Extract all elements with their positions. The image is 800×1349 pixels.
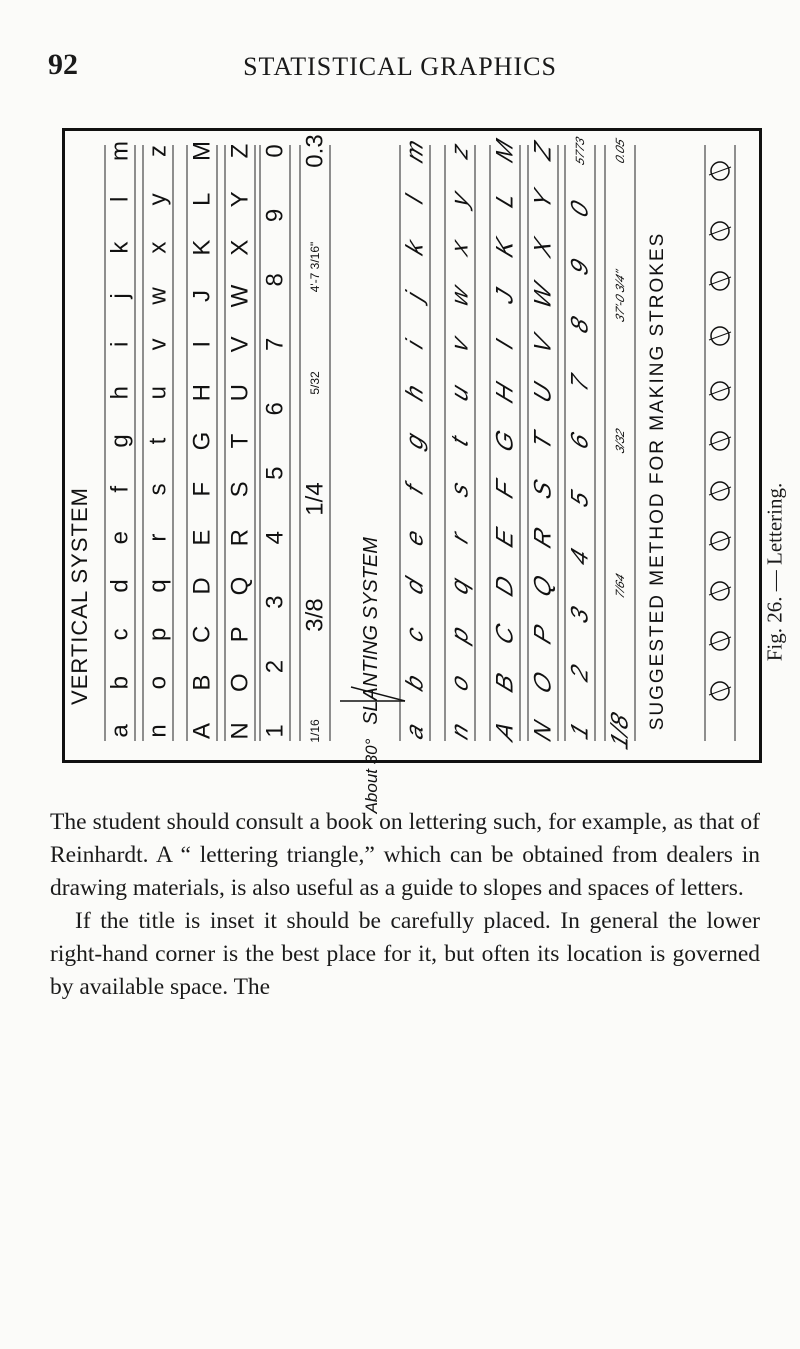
slanting-glyph: g <box>401 428 429 454</box>
vertical-glyph: D <box>188 577 216 595</box>
vertical-glyph: d <box>106 579 134 593</box>
vertical-glyph: N <box>226 722 254 740</box>
slanting-glyph: J <box>491 284 519 308</box>
slanting-glyph: 2 <box>566 660 594 686</box>
slanting-glyph: z <box>446 139 474 163</box>
vertical-glyph: J <box>188 290 216 302</box>
paragraph: The student should consult a book on lettering such, for example, as that of Reinhardt. A “ lettering triangle,” which can be obtained from dealers in drawing materials, is also useful as a guide to slopes and spaces of letters. <box>50 809 760 901</box>
slanting-glyph: s <box>446 477 474 501</box>
slanting-glyph: P <box>529 620 557 648</box>
vertical-glyph: y <box>144 193 172 206</box>
slanting-glyph: 3 <box>566 602 594 628</box>
paragraph: If the title is inset it should be carefully placed. In general the lower right-hand corner is the best place for it, but often its location is governed by available space. The <box>50 908 760 1000</box>
vertical-glyph: F <box>188 481 216 497</box>
vertical-glyph: g <box>106 434 134 448</box>
stroke-arrow-icon <box>709 587 731 595</box>
slanting-glyph: F <box>491 476 519 503</box>
vertical-glyph: 3 <box>261 595 289 609</box>
vertical-glyph: E <box>188 529 216 546</box>
body-text <box>50 806 760 1004</box>
vertical-glyph: B <box>188 674 216 691</box>
vertical-glyph: v <box>144 338 172 351</box>
vertical-glyph: h <box>106 385 134 400</box>
figure-caption-text: Fig. 26. — Lettering. <box>762 482 787 662</box>
slanting-glyph: c <box>401 622 429 646</box>
slanting-glyph: a <box>401 718 429 744</box>
slanting-system-title: SLANTING SYSTEM <box>360 537 382 725</box>
vertical-glyph: G <box>188 431 216 451</box>
vertical-glyph: l <box>106 196 134 203</box>
vertical-glyph: H <box>188 383 216 402</box>
slanting-glyph: 6 <box>566 428 594 454</box>
slanting-glyph: I <box>491 335 519 354</box>
stroke-arrow-icon <box>709 687 731 695</box>
slanting-glyph: 1 <box>566 718 594 744</box>
slanting-glyph: O <box>529 667 557 698</box>
vertical-glyph: b <box>106 675 134 690</box>
vertical-glyph: 3/8 <box>301 598 329 632</box>
stroke-arrow-icon <box>709 537 731 545</box>
stroke-arrow-icon <box>709 637 731 645</box>
vertical-glyph: 9 <box>261 208 289 223</box>
slanting-glyph: p <box>446 622 474 647</box>
vertical-glyph: s <box>144 483 172 496</box>
vertical-glyph: K <box>188 239 216 256</box>
slanting-glyph: Z <box>529 138 557 164</box>
slanting-glyph: f <box>401 480 429 499</box>
slanting-glyph: j <box>401 287 429 305</box>
vertical-glyph: i <box>106 341 134 348</box>
slanting-glyph: G <box>491 426 519 456</box>
vertical-glyph: M <box>188 141 216 161</box>
slanting-glyph: b <box>401 670 429 695</box>
page-header <box>40 48 760 88</box>
vertical-glyph: A <box>188 722 216 740</box>
vertical-glyph: X <box>226 239 254 256</box>
vertical-glyph: 8 <box>261 273 289 287</box>
vertical-glyph: 4'-7 3/16" <box>308 241 322 293</box>
vertical-glyph: T <box>226 433 254 449</box>
slanting-glyph: S <box>529 475 557 503</box>
slanting-glyph: 5 <box>566 486 594 512</box>
vertical-glyph: 0.3 <box>301 134 329 168</box>
vertical-glyph: Z <box>226 143 254 159</box>
stroke-method-title: SUGGESTED METHOD FOR MAKING STROKES <box>647 231 668 731</box>
slanting-glyph: 0 <box>566 196 594 222</box>
slanting-glyph: V <box>529 330 557 358</box>
vertical-glyph: 0 <box>261 144 289 158</box>
vertical-glyph: V <box>226 336 254 353</box>
page-number: 92 <box>48 48 78 81</box>
slanting-glyph: v <box>446 332 474 356</box>
vertical-glyph: 5/32 <box>308 371 322 395</box>
slanting-glyph: 1/8 <box>606 708 634 754</box>
vertical-glyph: u <box>144 385 172 400</box>
slanting-glyph: M <box>491 135 519 167</box>
slanting-glyph: t <box>446 432 474 450</box>
vertical-glyph: 5 <box>261 466 289 480</box>
running-head: STATISTICAL GRAPHICS <box>243 52 557 81</box>
stroke-arrow-icon <box>709 332 731 340</box>
stroke-arrow-icon <box>709 387 731 395</box>
slanting-glyph: o <box>446 670 474 695</box>
vertical-glyph: w <box>144 287 172 305</box>
slanting-glyph: 8 <box>566 312 594 338</box>
lettering-plate-svg <box>65 131 759 814</box>
vertical-glyph: U <box>226 383 254 402</box>
slanting-glyph: B <box>491 669 519 697</box>
vertical-glyph: L <box>188 192 216 207</box>
slanting-glyph: 37'-0 3/4" <box>613 268 627 324</box>
lettering-plate <box>62 128 762 814</box>
stroke-arrow-icon <box>709 487 731 495</box>
slanting-glyph: m <box>401 135 429 167</box>
slanting-glyph: H <box>491 378 519 407</box>
slanting-glyph: n <box>446 718 474 744</box>
vertical-glyph: o <box>144 675 172 690</box>
slanting-glyph: i <box>401 336 429 353</box>
vertical-glyph: a <box>106 724 134 738</box>
slanting-glyph: r <box>446 528 474 548</box>
vertical-glyph: x <box>144 241 172 254</box>
vertical-glyph: e <box>106 530 134 545</box>
vertical-glyph: r <box>144 533 172 542</box>
vertical-glyph: p <box>144 627 172 642</box>
slanting-glyph: w <box>446 281 474 311</box>
vertical-glyph: S <box>226 481 254 498</box>
stroke-arrow-icon <box>709 277 731 285</box>
stroke-arrow-icon <box>709 167 731 175</box>
slanting-glyph: L <box>491 187 519 212</box>
slanting-glyph: 4 <box>566 544 594 570</box>
slanting-glyph: X <box>529 234 557 262</box>
vertical-glyph: q <box>144 579 172 593</box>
stroke-arrow-icon <box>709 437 731 445</box>
vertical-glyph: Y <box>226 191 254 208</box>
vertical-system <box>67 134 330 742</box>
slanting-glyph: d <box>401 573 429 599</box>
vertical-glyph: z <box>144 145 172 157</box>
slanting-glyph: x <box>446 236 474 260</box>
stroke-arrow-icon <box>709 227 731 235</box>
vertical-glyph: I <box>188 340 216 348</box>
vertical-glyph: n <box>144 724 172 738</box>
vertical-glyph: 6 <box>261 402 289 416</box>
slanting-glyph: W <box>529 279 557 313</box>
vertical-glyph: 1/4 <box>301 482 329 516</box>
vertical-glyph: j <box>106 293 134 299</box>
vertical-glyph: 2 <box>261 659 289 674</box>
slanting-glyph: 5773 <box>573 134 587 168</box>
vertical-glyph: k <box>106 241 134 254</box>
slanting-glyph: Q <box>529 571 557 601</box>
vertical-glyph: 4 <box>261 530 289 545</box>
vertical-system-title: VERTICAL SYSTEM <box>67 487 92 705</box>
vertical-glyph: 1/16 <box>308 719 322 743</box>
slanting-glyph: 9 <box>566 254 594 280</box>
slanting-glyph: T <box>529 428 557 454</box>
vertical-glyph: 7 <box>261 337 289 352</box>
vertical-glyph: O <box>226 673 254 693</box>
figure-caption <box>760 472 790 672</box>
slanting-glyph: k <box>401 236 429 260</box>
slanting-system <box>340 135 635 815</box>
slanting-glyph: R <box>529 523 557 552</box>
vertical-glyph: Q <box>226 576 254 596</box>
slanting-glyph: A <box>491 717 519 745</box>
slanting-glyph: u <box>446 380 474 405</box>
vertical-glyph: 1 <box>261 724 289 738</box>
slanting-glyph: h <box>401 380 429 405</box>
stroke-method <box>647 145 735 741</box>
vertical-glyph: t <box>144 437 172 445</box>
slanting-glyph: 7/64 <box>613 571 627 601</box>
vertical-glyph: W <box>226 284 254 308</box>
vertical-glyph: f <box>106 485 134 493</box>
slanting-glyph: C <box>491 620 519 649</box>
vertical-glyph: c <box>106 628 134 641</box>
slanting-glyph: N <box>529 716 557 746</box>
slanting-glyph: 3/32 <box>613 426 627 456</box>
vertical-glyph: R <box>226 528 254 547</box>
slant-angle-label: About 30° <box>362 738 381 814</box>
slanting-glyph: D <box>491 571 519 601</box>
slanting-glyph: 0.05 <box>613 136 627 166</box>
slanting-glyph: K <box>491 234 519 262</box>
slanting-glyph: U <box>529 378 557 407</box>
vertical-glyph: m <box>106 141 134 161</box>
slanting-glyph: 7 <box>566 370 594 396</box>
slanting-glyph: e <box>401 525 429 550</box>
slanting-glyph: q <box>446 573 474 599</box>
vertical-glyph: C <box>188 625 216 644</box>
slanting-glyph: l <box>401 191 429 208</box>
vertical-glyph: P <box>226 626 254 643</box>
slanting-glyph: Y <box>529 185 557 213</box>
slanting-glyph: y <box>446 187 474 211</box>
slanting-glyph: E <box>491 524 519 552</box>
